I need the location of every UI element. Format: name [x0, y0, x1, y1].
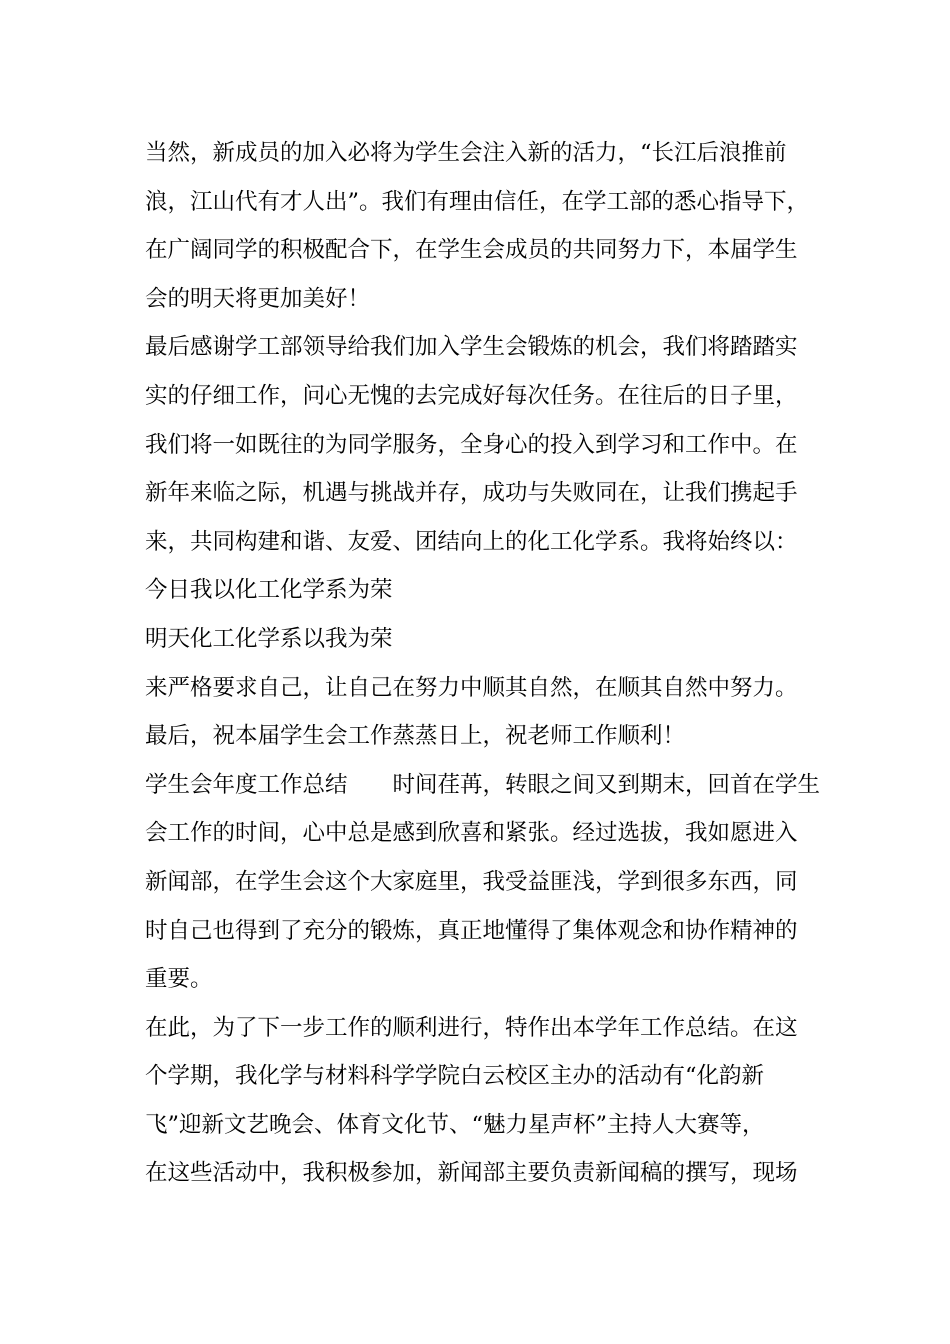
text-line: 我们将一如既往的为同学服务，全身心的投入到学习和工作中。在 [145, 431, 798, 458]
text-line: 明天化工化学系以我为荣 [145, 625, 393, 652]
text-line: 会工作的时间，心中总是感到欣喜和紧张。经过选拔，我如愿进入 [145, 820, 798, 847]
text-line: 重要。 [145, 966, 213, 993]
text-line: 新闻部，在学生会这个大家庭里，我受益匪浅，学到很多东西，同 [145, 868, 798, 895]
text-line: 时自己也得到了充分的锻炼，真正地懂得了集体观念和协作精神的 [145, 917, 798, 944]
text-line: 当然，新成员的加入必将为学生会注入新的活力，“长江后浪推前 [145, 140, 787, 166]
text-line: 来严格要求自己，让自己在努力中顺其自然，在顺其自然中努力。 [145, 674, 798, 701]
text-line: 会的明天将更加美好！ [145, 285, 371, 312]
text-line: 最后，祝本届学生会工作蒸蒸日上，祝老师工作顺利！ [145, 723, 686, 750]
text-line: 在广阔同学的积极配合下，在学生会成员的共同努力下，本届学生 [145, 237, 798, 264]
text-line: 最后感谢学工部领导给我们加入学生会锻炼的机会，我们将踏踏实 [145, 334, 798, 361]
text-line: 来，共同构建和谐、友爱、团结向上的化工化学系。我将始终以： [145, 528, 798, 555]
document-body [145, 129, 821, 1198]
text-line: 新年来临之际，机遇与挑战并存，成功与失败同在，让我们携起手 [145, 480, 798, 507]
text-line: 实的仔细工作，问心无愧的去完成好每次任务。在往后的日子里， [145, 382, 798, 409]
text-line: 飞”迎新文艺晚会、体育文化节、“魅力星声杯”主持人大赛等， [145, 1111, 765, 1138]
text-line: 浪，江山代有才人出”。我们有理由信任，在学工部的悉心指导下， [145, 188, 810, 215]
text-line: 在这些活动中，我积极参加，新闻部主要负责新闻稿的撰写，现场 [145, 1160, 798, 1187]
text-line: 在此，为了下一步工作的顺利进行，特作出本学年工作总结。在这 [145, 1014, 798, 1041]
text-line: 个学期，我化学与材料科学学院白云校区主办的活动有“化韵新 [145, 1063, 765, 1090]
text-line: 学生会年度工作总结 时间荏苒，转眼之间又到期末，回首在学生 [145, 771, 821, 798]
text-line: 今日我以化工化学系为荣 [145, 577, 393, 604]
